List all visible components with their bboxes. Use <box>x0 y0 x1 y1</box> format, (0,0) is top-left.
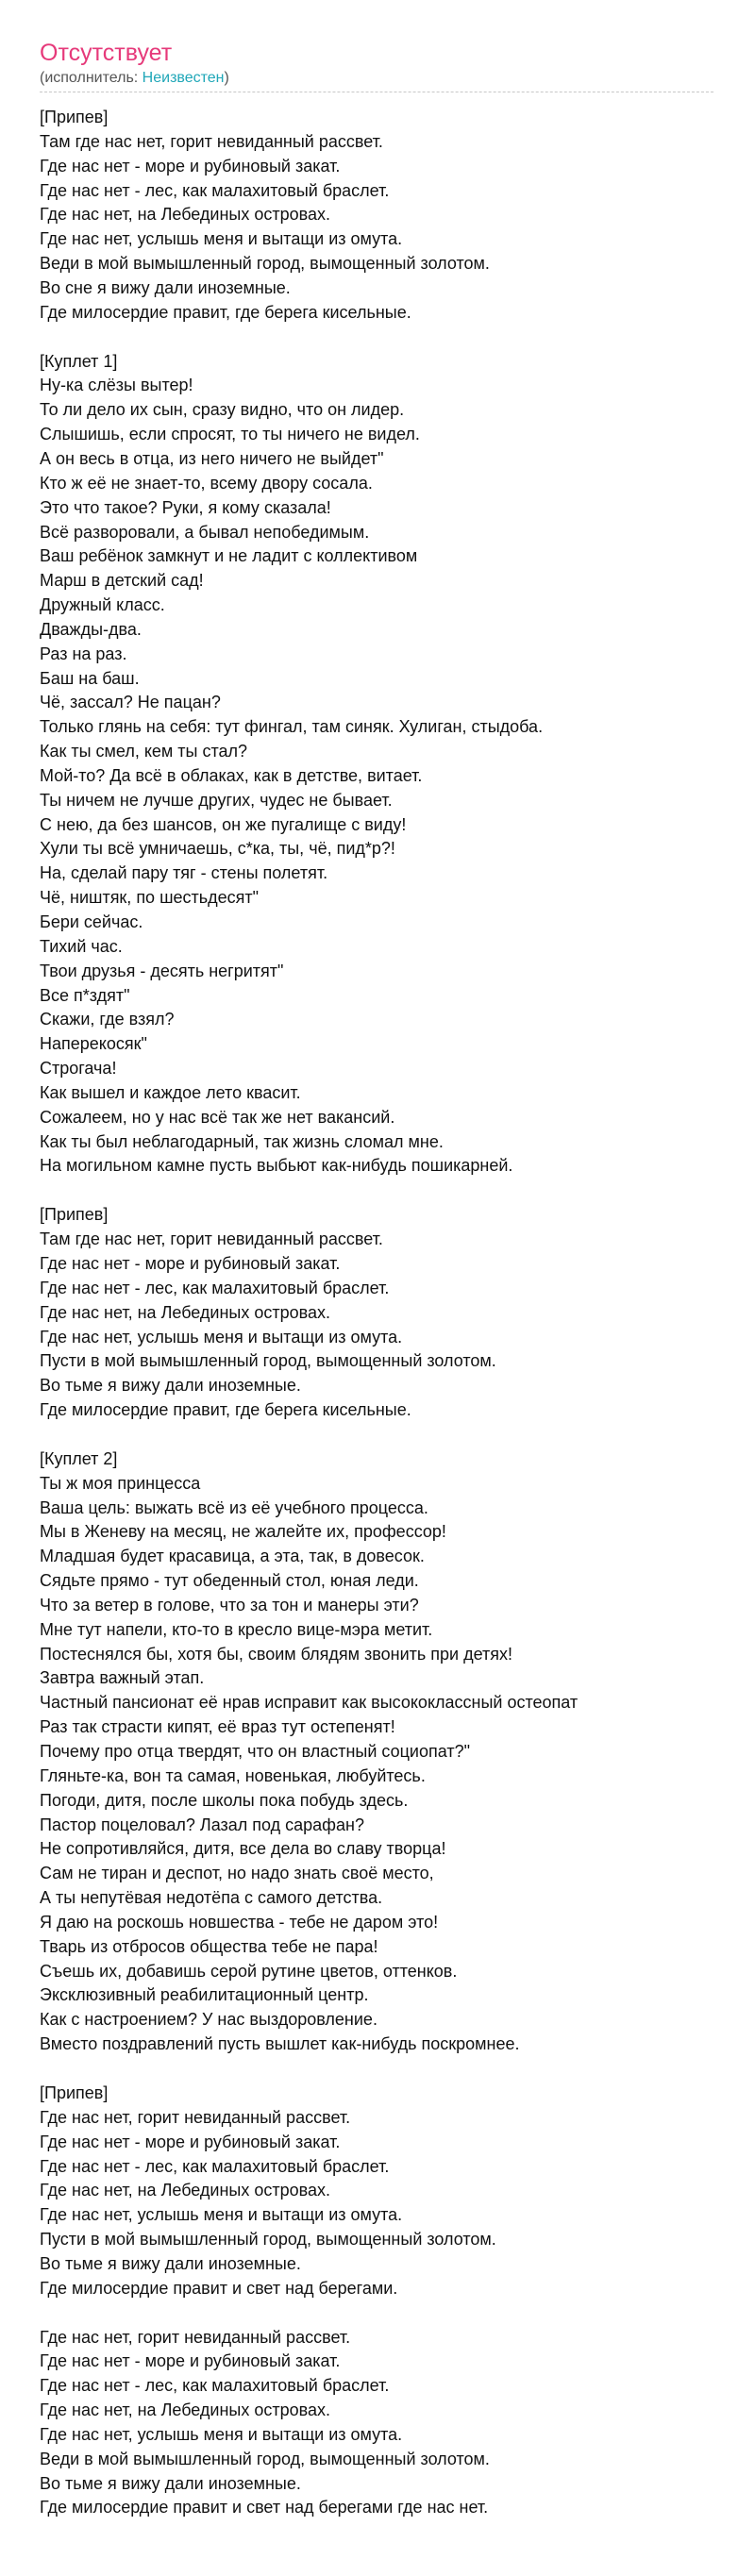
lyric-line: Младшая будет красавица, а эта, так, в довесок. <box>40 1547 425 1566</box>
lyric-line: Там где нас нет, горит невиданный рассвет. <box>40 1229 383 1249</box>
lyric-line: Где нас нет - лес, как малахитовый браслет. <box>40 2156 390 2176</box>
lyric-line: Наперекосяк" <box>40 1034 147 1054</box>
lyric-line: Завтра важный этап. <box>40 1668 205 1688</box>
lyric-line: Бери сейчас. <box>40 912 143 931</box>
performer-prefix: (исполнитель: <box>40 70 143 86</box>
lyric-line: Частный пансионат её нрав исправит как высококлассный остеопат <box>40 1693 579 1713</box>
lyric-line: Гляньте-ка, вон та самая, новенькая, любуйтесь. <box>40 1765 426 1785</box>
lyric-line: Где нас нет, на Лебединых островах. <box>40 1302 330 1322</box>
lyric-line: Хули ты всё умничаешь, с*ка, ты, чё, пид*р?! <box>40 839 395 859</box>
lyric-line: Твои друзья - десять негритят" <box>40 961 284 980</box>
lyric-line: А он весь в отца, из него ничего не выйдет" <box>40 448 384 468</box>
lyric-line: Ну-ка слёзы вытер! <box>40 376 193 395</box>
lyric-line: То ли дело их сын, сразу видно, что он лидер. <box>40 400 405 420</box>
lyric-line: Постеснялся бы, хотя бы, своим блядям звонить при детях! <box>40 1644 512 1664</box>
lyrics-text <box>40 106 713 2520</box>
lyric-line: Ты ничем не лучше других, чудес не бывает. <box>40 790 393 810</box>
lyric-line: Сядьте прямо - тут обеденный стол, юная леди. <box>40 1571 419 1591</box>
lyric-line: Как вышел и каждое лето квасит. <box>40 1082 301 1102</box>
lyric-line: Где нас нет - лес, как малахитовый браслет. <box>40 2376 390 2396</box>
lyric-line: Почему про отца твердят, что он властный социопат?" <box>40 1742 471 1761</box>
performer-line <box>40 68 713 92</box>
lyric-line: А ты непутёвая недотёпа с самого детства. <box>40 1888 383 1908</box>
lyric-line: Тихий час. <box>40 936 123 956</box>
lyric-line: Эксклюзивный реабилитационный центр. <box>40 1985 369 2005</box>
lyric-line: Марш в детский сад! <box>40 571 204 591</box>
lyric-line: Не сопротивляйся, дитя, все дела во славу творца! <box>40 1839 446 1859</box>
lyrics-stanza <box>40 106 713 326</box>
lyric-line: Веди в мой вымышленный город, вымощенный золотом. <box>40 254 490 274</box>
lyric-line: Ваша цель: выжать всё из её учебного процесса. <box>40 1497 428 1517</box>
lyric-line: Вместо поздравлений пусть вышлет как-нибудь поскромнее. <box>40 2034 520 2054</box>
lyric-line: Где нас нет, горит невиданный рассвет. <box>40 2107 351 2127</box>
lyric-line: [Куплет 2] <box>40 1448 118 1468</box>
lyric-line: [Припев] <box>40 1205 109 1225</box>
lyric-line: Где нас нет, услышь меня и вытащи из омута. <box>40 229 403 249</box>
lyric-line: Что за ветер в голове, что за тон и манеры эти? <box>40 1595 419 1614</box>
lyric-line: Все п*здят" <box>40 985 130 1005</box>
lyric-line: Где нас нет - море и рубиновый закат. <box>40 156 341 176</box>
lyric-line: Баш на баш. <box>40 668 140 688</box>
lyric-line: Это что такое? Руки, я кому сказала! <box>40 497 331 517</box>
lyrics-stanza <box>40 2326 713 2521</box>
lyric-line: Раз на раз. <box>40 644 127 663</box>
lyric-line: Пастор поцеловал? Лазал под сарафан? <box>40 1815 364 1834</box>
lyric-line: Погоди, дитя, после школы пока побудь здесь. <box>40 1790 409 1810</box>
lyric-line: Как ты смел, кем ты стал? <box>40 742 248 761</box>
lyric-line: На, сделай пару тяг - стены полетят. <box>40 863 328 883</box>
lyric-line: Где нас нет - лес, как малахитовый браслет. <box>40 180 390 200</box>
lyric-line: Где нас нет - море и рубиновый закат. <box>40 2351 341 2371</box>
lyric-line: Во тьме я вижу дали иноземные. <box>40 2253 301 2273</box>
lyric-line: Где нас нет, услышь меня и вытащи из омута. <box>40 2205 403 2225</box>
lyric-line: Всё разворовали, а бывал непобедимым. <box>40 522 370 542</box>
lyric-line: Во тьме я вижу дали иноземные. <box>40 2473 301 2493</box>
lyric-line: Пусти в мой вымышленный город, вымощенный золотом. <box>40 1351 496 1371</box>
lyric-line: Дружный класс. <box>40 595 165 615</box>
lyric-line: Где милосердие правит и свет над берегами где нас нет. <box>40 2498 489 2517</box>
lyric-line: Чё, ништяк, по шестьдесят" <box>40 888 260 908</box>
lyric-line: Сам не тиран и деспот, но надо знать своё место, <box>40 1864 434 1883</box>
lyric-line: Как с настроением? У нас выздоровление. <box>40 2010 378 2030</box>
lyric-line: На могильном камне пусть выбьют как-нибудь пошикарней. <box>40 1156 513 1176</box>
lyric-line: Где нас нет, на Лебединых островах. <box>40 2181 330 2200</box>
lyric-line: Мне тут напели, кто-то в кресло вице-мэра метит. <box>40 1619 433 1639</box>
lyric-line: Во сне я вижу дали иноземные. <box>40 277 291 297</box>
lyric-line: Съешь их, добавишь серой рутине цветов, оттенков. <box>40 1961 458 1981</box>
lyric-line: [Припев] <box>40 2083 109 2102</box>
lyric-line: Где нас нет - лес, как малахитовый браслет. <box>40 1278 390 1297</box>
lyrics-page <box>40 38 713 2545</box>
lyrics-stanza <box>40 350 713 1179</box>
lyric-line: Где милосердие правит и свет над берегами. <box>40 2278 398 2298</box>
lyric-line: [Припев] <box>40 108 109 126</box>
lyric-line: Где нас нет, на Лебединых островах. <box>40 2400 330 2420</box>
lyric-line: Где нас нет, горит невиданный рассвет. <box>40 2327 351 2347</box>
lyric-line: Где нас нет, услышь меня и вытащи из омута. <box>40 1327 403 1347</box>
lyric-line: Тварь из отбросов общества тебе не пара! <box>40 1936 378 1956</box>
lyric-line: Во тьме я вижу дали иноземные. <box>40 1376 301 1396</box>
lyric-line: Я даю на роскошь новшества - тебе не даром это! <box>40 1912 439 1932</box>
lyric-line: Строгача! <box>40 1059 117 1079</box>
lyric-line: [Куплет 1] <box>40 351 118 371</box>
lyric-line: Веди в мой вымышленный город, вымощенный золотом. <box>40 2449 490 2468</box>
lyric-line: Раз так страсти кипят, её враз тут остепенят! <box>40 1717 395 1737</box>
lyric-line: Пусти в мой вымышленный город, вымощенный золотом. <box>40 2230 496 2250</box>
lyric-line: Где нас нет, на Лебединых островах. <box>40 205 330 225</box>
lyric-line: Мы в Женеву на месяц, не жалейте их, профессор! <box>40 1522 446 1542</box>
lyric-line: Где нас нет - море и рубиновый закат. <box>40 2132 341 2151</box>
lyric-line: Ваш ребёнок замкнут и не ладит с коллективом <box>40 546 418 566</box>
lyric-line: Дважды-два. <box>40 619 142 639</box>
lyrics-stanza <box>40 1447 713 2057</box>
lyric-line: Как ты был неблагодарный, так жизнь сломал мне. <box>40 1131 444 1151</box>
lyric-line: Скажи, где взял? <box>40 1010 175 1029</box>
song-title: Отсутствует <box>40 40 173 66</box>
lyric-line: Слышишь, если спросят, то ты ничего не видел. <box>40 425 420 444</box>
lyrics-stanza <box>40 2082 713 2301</box>
lyric-line: Там где нас нет, горит невиданный рассвет. <box>40 131 383 151</box>
lyric-line: Где милосердие правит, где берега кисельные. <box>40 302 411 322</box>
lyric-line: Где милосердие правит, где берега кисельные. <box>40 1400 411 1420</box>
lyric-line: Сожалеем, но у нас всё так же нет вакансий. <box>40 1107 395 1127</box>
lyrics-stanza <box>40 1203 713 1423</box>
lyric-line: С нею, да без шансов, он же пугалище с виду! <box>40 814 407 834</box>
lyric-line: Кто ж её не знает-то, всему двору сосала. <box>40 473 373 493</box>
lyric-line: Мой-то? Да всё в облаках, как в детстве, витает. <box>40 765 423 785</box>
lyric-line: Чё, зассал? Не пацан? <box>40 693 221 712</box>
lyric-line: Где нас нет - море и рубиновый закат. <box>40 1253 341 1273</box>
lyric-line: Ты ж моя принцесса <box>40 1473 201 1493</box>
lyric-line: Где нас нет, услышь меня и вытащи из омута. <box>40 2424 403 2444</box>
lyric-line: Только глянь на себя: тут фингал, там синяк. Хулиган, стыдоба. <box>40 717 544 737</box>
performer-suffix: ) <box>224 70 229 86</box>
performer-link[interactable]: Неизвестен <box>142 70 225 86</box>
